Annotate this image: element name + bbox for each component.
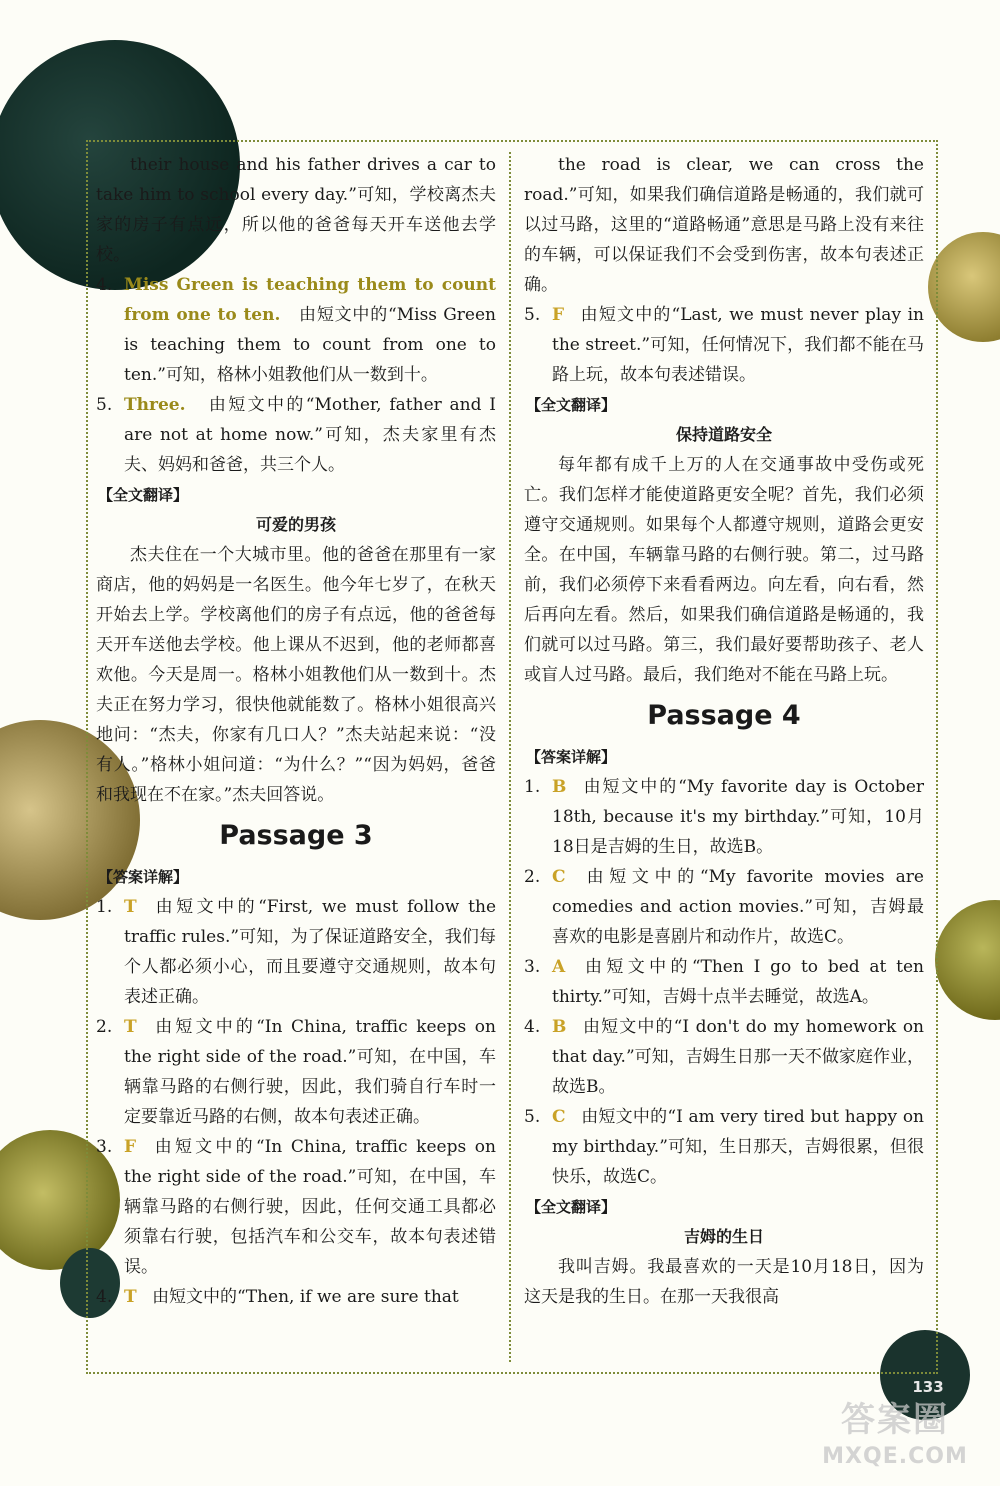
- continued-explanation: the road is clear, we can cross the road.”可知，如果我们确信道路是畅通的，我们就可以过马路，这里的“道路畅通”意思是马路上没有来往的车辆，可以保证我们不会受到伤害，故本句表述正确。: [524, 155, 924, 295]
- explanation: 由短文中的“Then, if we are sure that: [152, 1287, 459, 1307]
- answer-letter: F: [124, 1137, 137, 1157]
- watermark-url: MXQE.COM: [822, 1444, 968, 1469]
- right-column: [524, 150, 924, 1312]
- watermark-logo: [800, 1398, 990, 1478]
- decorative-circle: [935, 900, 1000, 1020]
- answer-letter: C: [552, 1107, 566, 1127]
- answer-item: [524, 772, 924, 862]
- translation-text: 每年都有成千上万的人在交通事故中受伤或死亡。我们怎样才能使道路更安全呢？首先，我们必须遵守交通规则。如果每个人都遵守规则，道路会更安全。在中国，车辆靠马路的右侧行驶。第二，过马路前，我们必须停下来看看两边。向左看，向右看，然后再向左看。然后，如果我们确信道路是畅通的，我们就可以过马路。第三，我们最好要帮助孩子、老人或盲人过马路。最后，我们绝对不能在马路上玩。: [524, 455, 924, 685]
- item-number: 3.: [524, 957, 541, 977]
- explanation: 由短文中的“I am very tired but happy on my birthday.”可知，生日那天，吉姆很累，但很快乐，故选C。: [552, 1107, 924, 1187]
- answer-letter: T: [124, 897, 137, 917]
- explanation: 由短文中的“I don't do my homework on that day.”可知，吉姆生日那一天不做家庭作业，故选B。: [552, 1017, 924, 1097]
- answer-item: [96, 1132, 496, 1282]
- answer-text: Miss Green is teaching them to count from one to ten.: [124, 275, 496, 325]
- passage-heading: Passage 4: [647, 700, 801, 731]
- explanation: 由短文中的“My favorite movies are comedies and action movies.”可知，吉姆最喜欢的电影是喜剧片和动作片，故选C。: [552, 867, 924, 947]
- explanation: 由短文中的“My favorite day is October 18th, because it's my birthday.”可知，10月18日是吉姆的生日，故选B。: [552, 777, 925, 857]
- section-tag: 【全文翻译】: [526, 1198, 617, 1216]
- decorative-circle: [928, 232, 1000, 342]
- answer-letter: T: [124, 1287, 137, 1307]
- explanation: 由短文中的“Miss Green is teaching them to count from one to ten.”可知，格林小姐教他们从一数到十。: [124, 305, 496, 385]
- answer-item: [96, 892, 496, 1012]
- answer-item: [524, 300, 924, 390]
- section-tag: 【全文翻译】: [526, 396, 617, 414]
- answer-item: [524, 862, 924, 952]
- translation-title: 可爱的男孩: [255, 515, 336, 534]
- item-number: 4.: [96, 1287, 113, 1307]
- explanation: 由短文中的“Then I go to bed at ten thirty.”可知，吉姆十点半去睡觉，故选A。: [552, 957, 924, 1007]
- page-number: 133: [912, 1378, 944, 1396]
- item-number: 2.: [96, 1017, 113, 1037]
- answer-letter: B: [552, 777, 567, 797]
- translation-title: 保持道路安全: [675, 425, 772, 444]
- section-tag: 【答案详解】: [526, 748, 617, 766]
- section-tag: 【答案详解】: [98, 868, 189, 886]
- answer-letter: T: [124, 1017, 137, 1037]
- translation-title: 吉姆的生日: [683, 1227, 764, 1246]
- answer-letter: B: [552, 1017, 567, 1037]
- explanation: 由短文中的“Mother, father and I are not at home now.”可知，杰夫家里有杰夫、妈妈和爸爸，共三个人。: [124, 395, 496, 475]
- answer-text: Three.: [124, 395, 186, 415]
- answer-letter: C: [552, 867, 566, 887]
- explanation: 由短文中的“In China, traffic keeps on the right side of the road.”可知，在中国，车辆靠马路的右侧行驶，因此，任何交通工具都必须靠右行驶，包括汽车和公交车，故本句表述错误。: [124, 1137, 496, 1277]
- item-number: 5.: [524, 1107, 541, 1127]
- item-number: 2.: [524, 867, 541, 887]
- answer-item: [524, 1102, 924, 1192]
- translation-text: 杰夫住在一个大城市里。他的爸爸在那里有一家商店，他的妈妈是一名医生。他今年七岁了，在秋天开始去上学。学校离他们的房子有点远，他的爸爸每天开车送他去学校。他上课从不迟到，他的老师都喜欢他。今天是周一。格林小姐教他们从一数到十。杰夫正在努力学习，很快他就能数了。格林小姐很高兴地问：“杰夫，你家有几口人？”杰夫站起来说：“没有人。”格林小姐问道：“为什么？”“因为妈妈，爸爸和我现在不在家。”杰夫回答说。: [96, 545, 496, 805]
- passage-heading: Passage 3: [219, 820, 373, 851]
- answer-item: [96, 390, 496, 480]
- column-divider: [509, 152, 511, 1362]
- answer-item: [96, 1282, 496, 1312]
- continued-explanation: their house and his father drives a car to take him to school every day.”可知，学校离杰夫家的房子有点远，所以他的爸爸每天开车送他去学校。: [96, 155, 496, 265]
- item-number: 5.: [96, 395, 113, 415]
- section-tag: 【全文翻译】: [98, 486, 189, 504]
- explanation: 由短文中的“First, we must follow the traffic rules.”可知，为了保证道路安全，我们每个人都必须小心，而且要遵守交通规则，故本句表述正确。: [124, 897, 497, 1007]
- item-number: 5.: [524, 305, 541, 325]
- item-number: 1.: [524, 777, 541, 797]
- answer-letter: F: [552, 305, 565, 325]
- item-number: 3.: [96, 1137, 113, 1157]
- item-number: 1.: [96, 897, 113, 917]
- answer-item: [96, 270, 496, 390]
- watermark-text: 答案圈: [841, 1400, 949, 1440]
- explanation: 由短文中的“Last, we must never play in the street.”可知，任何情况下，我们都不能在马路上玩，故本句表述错误。: [552, 305, 925, 385]
- answer-item: [96, 1012, 496, 1132]
- translation-text: 我叫吉姆。我最喜欢的一天是10月18日，因为这天是我的生日。在那一天我很高: [524, 1257, 924, 1307]
- answer-item: [524, 1012, 924, 1102]
- answer-item: [524, 952, 924, 1012]
- answer-letter: A: [552, 957, 566, 977]
- left-column: [96, 150, 496, 1312]
- explanation: 由短文中的“In China, traffic keeps on the right side of the road.”可知，在中国，车辆靠马路的右侧行驶，因此，我们骑自行车时一定要靠近马路的右侧，故本句表述正确。: [124, 1017, 496, 1127]
- item-number: 4.: [524, 1017, 541, 1037]
- item-number: 4.: [96, 275, 113, 295]
